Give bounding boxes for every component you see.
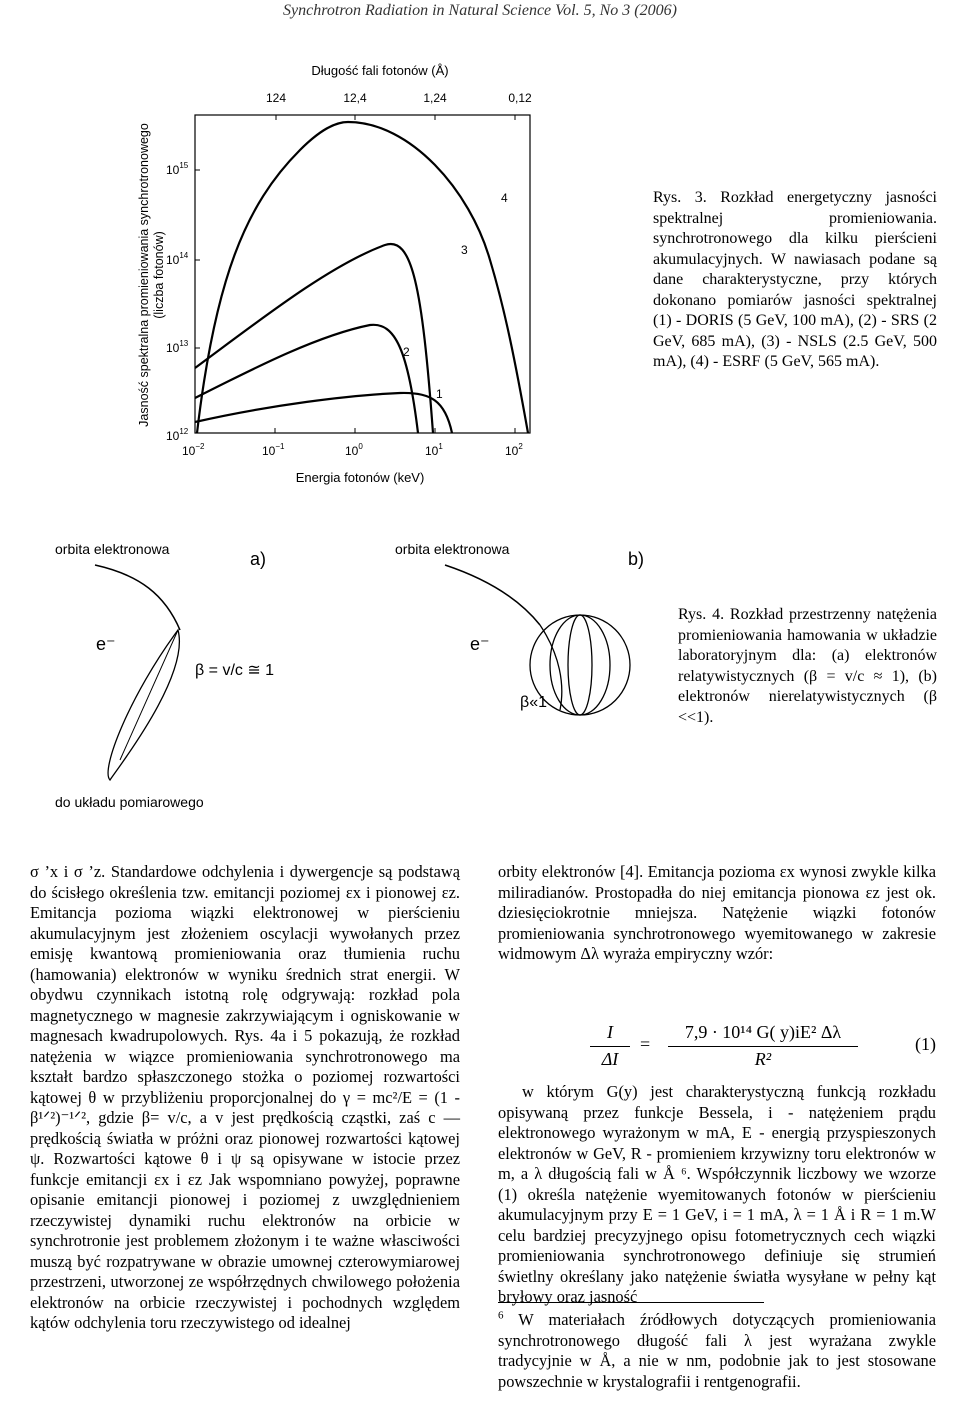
curve-label: 3 bbox=[461, 243, 468, 257]
plot-frame bbox=[195, 115, 530, 433]
figure-4-label: Rys. 4. bbox=[678, 606, 725, 623]
x-tick-label: $10^0$ bbox=[345, 442, 363, 458]
running-header: Synchrotron Radiation in Natural Science Vol. 5, No 3 (2006) bbox=[283, 2, 677, 19]
left-paragraph: σ ’x i σ ’z. Standardowe odchylenia i dywergencje są podstawą do ścisłego określenia tzw. emitancji poziomej εx i pionowej εz. Emitancja pozioma wiązki elektronowej w pierścieniu akumulacyjnym jest złożeniem oscylacji wywołanych przez emisję kwantową promieniowania oraz tłumienia ruchu (hamowania) elektronów w wyniku średnich strat energii. W obydwu czynnikach istotną rolę odgrywają: rozkład pola magnetycznego w magnesie zakrzywiającym i ogniskowanie w magnesach kwadrupolowych. Rys. 4a i 5 pokazują, że rozkład natężenia w wiązce promieniowania synchrotronowego ma kształt bardzo spłaszczonego stożka o poziomej rozwartości kątowej θ w przybliżeniu proporcjonalnej do γ = mc²/E = (1 - β¹ᐟ²)⁻¹ᐟ², gdzie β= v/c, a v jest prędkością cząstki, zaś c — prędkością światła w próżni oraz pionowej rozwartości kątowej ψ. Rozwartości kątowe θ i ψ są opisywane w istocie przez funkcje emitancji εx i εz Jak wspomniano powyżej, poprawne opisanie emitancji pionowej i poziomej z uwzględnieniem rzeczywistej dynamiki ruchu elektronów na orbicie w synchrotronie jest problemem złożonym i te ważne własciwości muszą być rozpatrywane w obrazie umownej czterowymiarowej przestrzeni, utworzonej ze współrzędnych chwilowego położenia elektronów na orbicie rzeczywistej i pochodnych względem kątów odchylenia toru rzeczywistego od idealnej bbox=[30, 862, 460, 1332]
right-column-continued bbox=[498, 1082, 936, 1308]
right-paragraph-1: orbity elektronów [4]. Emitancja pozioma εx wynosi zwykle kilka miliradianów. Prostopadła do niej emitancja pionowa εz jest ok. dziesięciokrotnie mniejsza. Natężenie wiązki fotonów promieniowania synchrotronowego wyemitowanego w zakresie widmowym Δλ wyraża empiryczny wzór: bbox=[498, 862, 936, 963]
curve-label: 1 bbox=[436, 387, 443, 401]
figure-4-caption-text: Rozkład przestrzenny natężenia promieniowania hamowania w układzie laboratoryjnym dla: (a) elektronów relatywistycznych (β = v/c ≈ 1), (b) elektronów nierelatywistycznych (β <<1). bbox=[678, 606, 937, 726]
x-tick-label: $10^{-2}$ bbox=[182, 442, 205, 458]
electron-b-label: e⁻ bbox=[470, 634, 490, 654]
footnote-mark: 6 bbox=[498, 1309, 504, 1322]
y-tick-label: $10^{12}$ bbox=[166, 427, 189, 443]
eq-rhs-denominator: R² bbox=[754, 1049, 772, 1069]
to-measurement-label: do układu pomiarowego bbox=[55, 794, 204, 810]
figure-4-caption bbox=[678, 605, 937, 728]
equation-1 bbox=[498, 1020, 936, 1074]
electron-orbit-b bbox=[445, 565, 540, 625]
x-tick-label: $10^1$ bbox=[425, 442, 443, 458]
top-axis-title: Długość fali fotonów (Å) bbox=[311, 63, 449, 78]
y-axis-title-line1: Jasność spektralna promieniowania synchrotronowego bbox=[137, 123, 151, 427]
top-tick: 0,12 bbox=[508, 91, 532, 105]
curve-2-srs bbox=[195, 325, 418, 433]
panel-a-label: a) bbox=[250, 549, 267, 569]
eq-equals: = bbox=[640, 1034, 651, 1054]
eq-rhs-numerator: 7,9 · 10¹⁴ G( y)iE² Δλ bbox=[684, 1022, 842, 1042]
figure-3-label: Rys. 3. bbox=[653, 189, 707, 206]
footnote-text: W materiałach źródłowych dotyczących promieniowania synchrotronowego długość fali λ jest wyrażana zwykle tradycyjnie w Å, a nie w nm, podobnie jak to jest stosowane powszechnie w krystalografii i rentgenografii. bbox=[498, 1310, 936, 1391]
figure-3-caption-text: Rozkład energetyczny jasności spektralnej promieniowania. synchrotronowego dla kilku pierścieni akumulacyjnych. W nawiasach podane są dane charakterystyczne, przy których dokonano pomiarów jasności spektralnej (1) - DORIS (5 GeV, 100 mA), (2) - SRS (2 GeV, 685 mA), (3) - NSLS (2.5 GeV, 500 mA), (4) - ESRF (5 GeV, 565 mA). bbox=[653, 189, 937, 370]
eq-lhs-fraction-bar bbox=[590, 1046, 630, 1047]
curve-4-esrf bbox=[197, 122, 528, 433]
beta-b-label: β«1 bbox=[520, 694, 547, 711]
x-axis-title: Energia fotonów (keV) bbox=[295, 470, 425, 485]
eq-lhs-denominator: ΔI bbox=[601, 1049, 619, 1069]
top-tick: 12,4 bbox=[343, 91, 367, 105]
tangent-line-a bbox=[120, 630, 178, 760]
top-tick: 124 bbox=[265, 91, 287, 105]
x-tick-label: $10^2$ bbox=[505, 442, 523, 458]
footnote bbox=[498, 1310, 936, 1392]
y-tick-label: $10^{14}$ bbox=[166, 251, 189, 267]
top-tick: 1,24 bbox=[423, 91, 447, 105]
eq-number: (1) bbox=[915, 1034, 936, 1054]
left-column bbox=[30, 862, 460, 1334]
y-axis-title-line2: (liczba fotonów) bbox=[152, 231, 166, 319]
eq-rhs-fraction-bar bbox=[668, 1046, 858, 1047]
curve-label: 2 bbox=[403, 345, 410, 359]
orbit-label-b: orbita elektronowa bbox=[395, 541, 510, 557]
right-column bbox=[498, 862, 936, 965]
eq-lhs-numerator: I bbox=[607, 1022, 613, 1042]
figure-3-caption bbox=[653, 188, 937, 373]
beta-a-label: β = v/c ≅ 1 bbox=[195, 662, 275, 679]
y-tick-label: $10^{13}$ bbox=[166, 339, 189, 355]
radiation-lobe-a bbox=[108, 630, 179, 780]
right-paragraph-2: w którym G(y) jest charakterystyczną funkcją rozkładu opisywaną przez funkcje Bessela, i - natężeniem prądu elektronowego wyrażonym w mA, E - energią przyspieszonych elektronów w GeV, R - promieniem krzywizny toru elektronów w m, a λ długością fali w Å ⁶. Współczynnik liczbowy we wzorze (1) określa natężenie wyemitowanych fotonów w pierścieniu akumulacyjnym przy E = 1 GeV, i = 1 mA, λ = 1 Å i R = 1 m.W celu bardziej precyzyjnego opisu fotometrycznych cech wiązki promieniowania synchrotronowego definiuje się strumień świetlny określany jako natężenie światła wysyłane w pełny kąt bryłowy oraz jasność bbox=[498, 1082, 936, 1306]
x-tick-label: $10^{-1}$ bbox=[262, 442, 285, 458]
footnote-rule bbox=[498, 1302, 764, 1303]
electron-a-label: e⁻ bbox=[96, 634, 116, 654]
curve-3-nsls bbox=[195, 244, 433, 433]
panel-b-label: b) bbox=[628, 549, 645, 569]
curve-label: 4 bbox=[501, 191, 508, 205]
y-tick-label: $10^{15}$ bbox=[166, 161, 189, 177]
orbit-label-a: orbita elektronowa bbox=[55, 541, 170, 557]
electron-orbit-a bbox=[95, 565, 180, 630]
